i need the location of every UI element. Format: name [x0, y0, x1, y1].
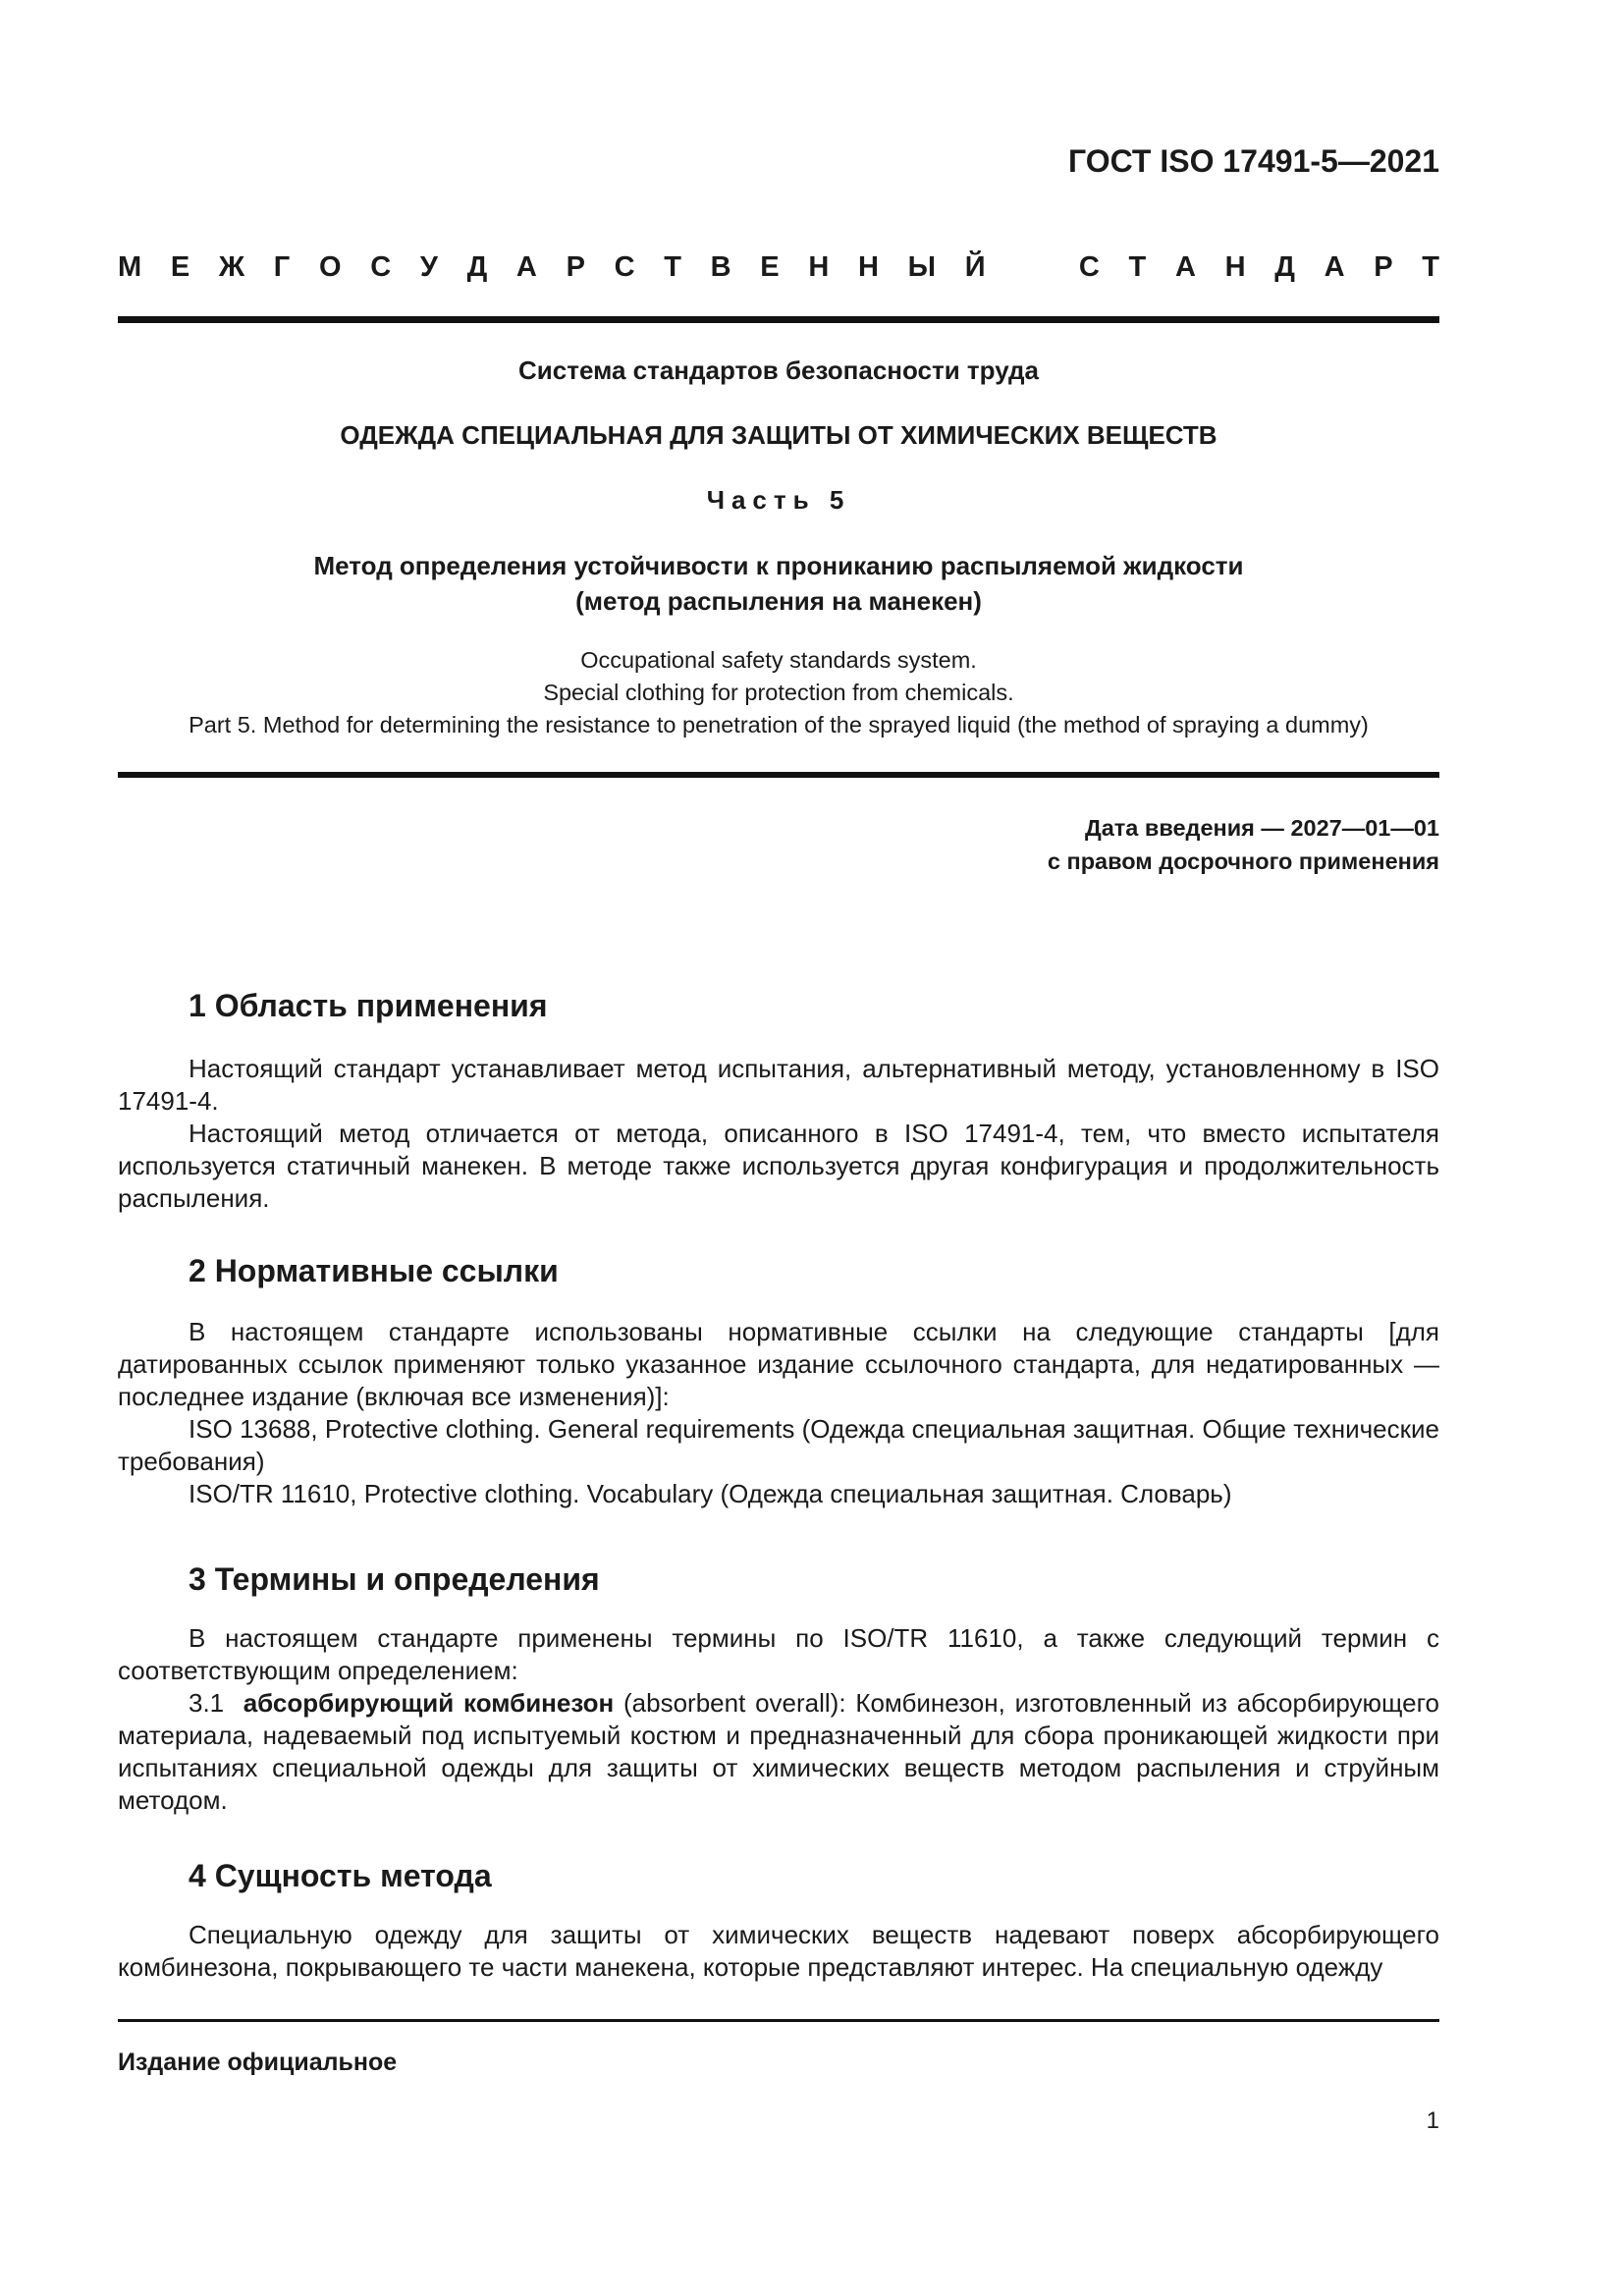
- banner-letter: Т: [664, 251, 681, 283]
- section-3-heading: 3 Термины и определения: [189, 1561, 600, 1597]
- banner-letter: Д: [1274, 251, 1295, 283]
- banner-letter: Т: [1128, 251, 1147, 283]
- standard-designation: ГОСТ ISO 17491-5—2021: [1068, 143, 1439, 179]
- banner-letter: Р: [566, 251, 585, 283]
- banner-letter: В: [710, 251, 731, 283]
- section-1-body: [118, 1053, 1439, 1215]
- document-page: [118, 0, 1439, 2296]
- section-1-heading: 1 Область применения: [189, 988, 548, 1023]
- banner-letter: Г: [273, 251, 291, 283]
- part-label: Часть 5: [706, 485, 851, 515]
- banner-letter: Е: [170, 251, 190, 283]
- reference-item: ISO/TR 11610, Protective clothing. Vocabulary (Одежда специальная защитная. Словарь): [189, 1479, 1232, 1508]
- term-number: 3.1: [189, 1688, 225, 1718]
- top-rule: [118, 316, 1439, 323]
- paragraph: Настоящий стандарт устанавливает метод испытания, альтернативный методу, установленному в ISO 17491-4.: [118, 1054, 1439, 1116]
- title-rule: [118, 772, 1439, 778]
- banner-letter: Е: [760, 251, 780, 283]
- subtitle-line-2: (метод распыления на манекен): [575, 586, 982, 616]
- banner-letter: Й: [964, 251, 986, 283]
- banner-letter: Ж: [218, 251, 245, 283]
- term-name: абсорбирующий комбинезон: [243, 1688, 615, 1718]
- term-definition-text: (absorbent overall): Комбинезон, изготовленный из абсорбирующего материала, надеваемый под испытуемый костюм и предназначенный для сбора проникающей жидкости при испытаниях специальной одежды для защиты от химических веществ методом распыления и струйным методом.: [118, 1688, 1439, 1815]
- banner-letter: Т: [1422, 251, 1439, 283]
- section-2-heading: 2 Нормативные ссылки: [189, 1253, 559, 1288]
- banner-letter: М: [118, 251, 142, 283]
- paragraph: В настоящем стандарте применены термины по ISO/TR 11610, а также следующий термин с соответствующим определением:: [118, 1623, 1439, 1685]
- banner-letter: А: [515, 251, 537, 283]
- english-title: [118, 644, 1439, 741]
- section-2-body: [118, 1316, 1439, 1510]
- early-application-line: с правом досрочного применения: [1047, 848, 1439, 874]
- banner-letter: С: [614, 251, 635, 283]
- section-4-heading: 4 Сущность метода: [189, 1858, 492, 1893]
- banner-letter: Р: [1374, 251, 1393, 283]
- english-title-line-1: Occupational safety standards system.: [580, 647, 977, 673]
- banner-letter: О: [318, 251, 342, 283]
- main-title: ОДЕЖДА СПЕЦИАЛЬНАЯ ДЛЯ ЗАЩИТЫ ОТ ХИМИЧЕСКИХ ВЕЩЕСТВ: [340, 420, 1217, 450]
- introduction-date: [1048, 811, 1439, 878]
- introduction-date-line: Дата введения — 2027—01—01: [1084, 815, 1439, 841]
- interstate-standard-banner: [118, 251, 1439, 291]
- page-number: 1: [1426, 2107, 1439, 2134]
- banner-letter: Н: [857, 251, 879, 283]
- paragraph: Настоящий метод отличается от метода, описанного в ISO 17491-4, тем, что вместо испытателя используется статичный манекен. В методе также используется другая конфигурация и продолжительность распыления.: [118, 1119, 1439, 1213]
- banner-letter: Н: [808, 251, 830, 283]
- section-4-body: [118, 1919, 1439, 1984]
- subtitle: [118, 548, 1439, 619]
- banner-letter: А: [1324, 251, 1345, 283]
- section-3-body: [118, 1622, 1439, 1817]
- banner-letter: У: [419, 251, 438, 283]
- banner-letter: Н: [1224, 251, 1246, 283]
- banner-letter: С: [370, 251, 392, 283]
- system-title: Система стандартов безопасности труда: [518, 355, 1039, 385]
- footer-rule: [118, 2019, 1439, 2022]
- banner-letter: Ы: [907, 251, 936, 283]
- banner-letter: Д: [466, 251, 488, 283]
- english-title-line-3: Part 5. Method for determining the resistance to penetration of the sprayed liquid (the method of spraying a dummy): [189, 712, 1369, 738]
- word-gap: [1014, 251, 1050, 291]
- banner-letter: А: [1174, 251, 1196, 283]
- english-title-line-2: Special clothing for protection from chemicals.: [543, 680, 1014, 705]
- banner-letter: С: [1078, 251, 1100, 283]
- term-definition: [118, 1687, 1439, 1817]
- paragraph: В настоящем стандарте использованы нормативные ссылки на следующие стандарты [для датированных ссылок применяют только указанное издание ссылочного стандарта, для недатированных — последнее издание (включая все изменения)]:: [118, 1317, 1439, 1411]
- subtitle-line-1: Метод определения устойчивости к прониканию распыляемой жидкости: [313, 551, 1244, 580]
- official-edition-label: Издание официальное: [118, 2049, 398, 2076]
- paragraph: Специальную одежду для защиты от химических веществ надевают поверх абсорбирующего комбинезона, покрывающего те части манекена, которые представляют интерес. На специальную одежду: [118, 1920, 1439, 1982]
- reference-item: ISO 13688, Protective clothing. General requirements (Одежда специальная защитная. Общие технические требования): [118, 1414, 1439, 1476]
